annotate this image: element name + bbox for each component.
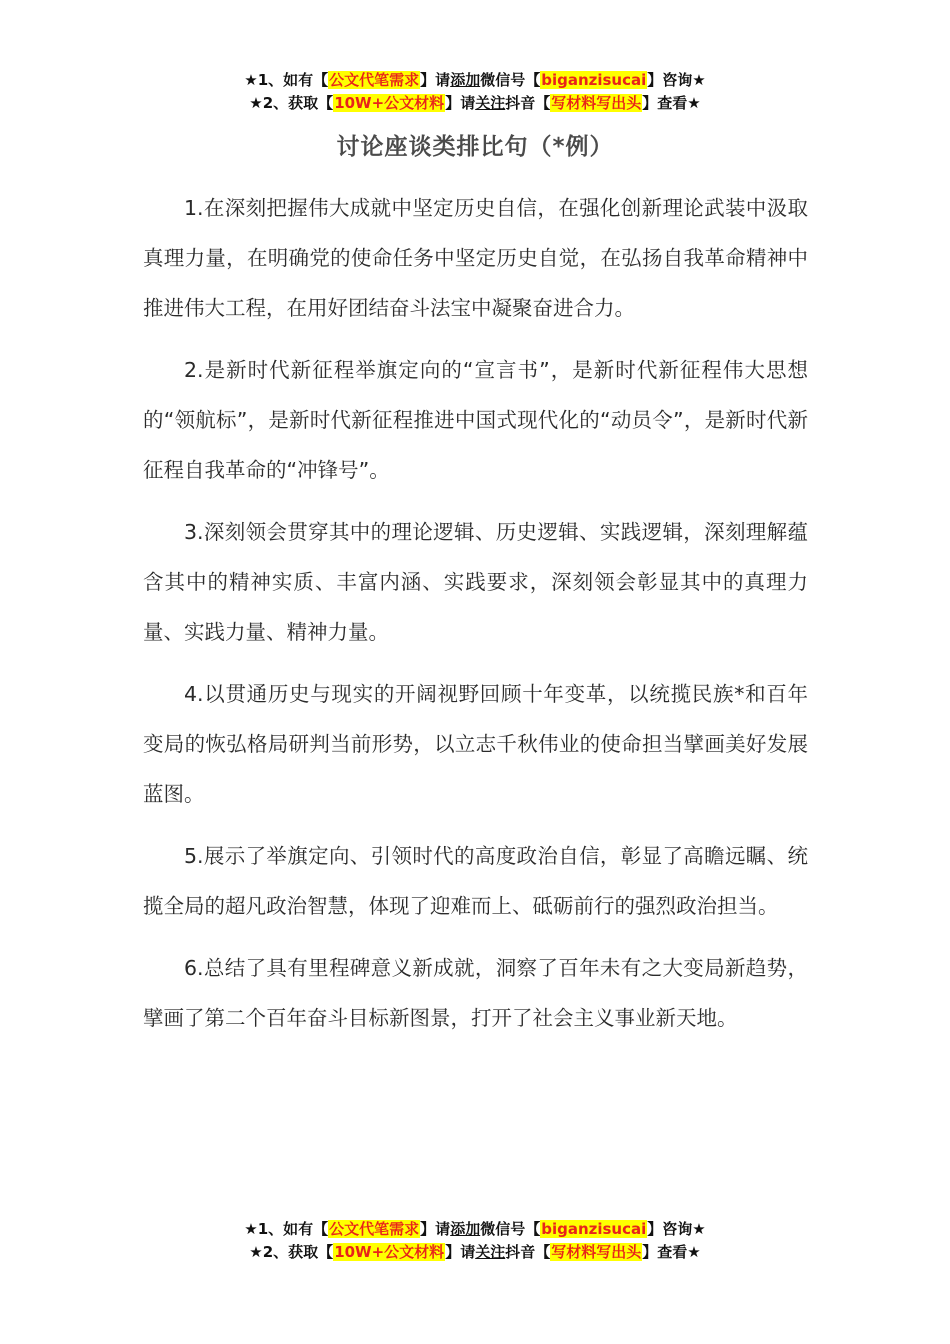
promo-line-2: ★2、获取【10W+公文材料】请关注抖音【写材料写出头】查看★	[249, 1243, 701, 1261]
promo-line-1: ★1、如有【公文代笔需求】请添加微信号【biganzisucai】咨询★	[244, 71, 706, 89]
paragraph: 2.是新时代新征程举旗定向的“宣言书”，是新时代新征程伟大思想的“领航标”，是新时代新征程推进中国式现代化的“动员令”，是新时代新征程自我革命的“冲锋号”。	[143, 358, 808, 482]
highlight-service: 公文代笔需求	[329, 1220, 420, 1238]
highlight-wechat-id: biganzisucai	[541, 1220, 647, 1238]
promo-line-1: ★1、如有【公文代笔需求】请添加微信号【biganzisucai】咨询★	[244, 1220, 706, 1238]
highlight-materials: 10W+公文材料	[334, 94, 445, 112]
paragraph: 5.展示了举旗定向、引领时代的高度政治自信，彰显了高瞻远瞩、统揽全局的超凡政治智慧，体现了迎难而上、砥砺前行的强烈政治担当。	[143, 844, 808, 918]
highlight-douyin-account: 写材料写出头	[551, 1243, 642, 1261]
promo-banner-bottom	[0, 1218, 950, 1264]
highlight-materials: 10W+公文材料	[334, 1243, 445, 1261]
promo-line-2: ★2、获取【10W+公文材料】请关注抖音【写材料写出头】查看★	[249, 94, 701, 112]
document-body	[143, 183, 808, 1055]
highlight-wechat-id: biganzisucai	[541, 71, 647, 89]
paragraph: 3.深刻领会贯穿其中的理论逻辑、历史逻辑、实践逻辑，深刻理解蕴含其中的精神实质、丰富内涵、实践要求，深刻领会彰显其中的真理力量、实践力量、精神力量。	[143, 520, 808, 644]
paragraph: 6.总结了具有里程碑意义新成就，洞察了百年未有之大变局新趋势，擘画了第二个百年奋斗目标新图景，打开了社会主义事业新天地。	[143, 956, 808, 1030]
highlight-service: 公文代笔需求	[329, 71, 420, 89]
paragraph: 1.在深刻把握伟大成就中坚定历史自信，在强化创新理论武装中汲取真理力量，在明确党的使命任务中坚定历史自觉，在弘扬自我革命精神中推进伟大工程，在用好团结奋斗法宝中凝聚奋进合力。	[143, 196, 808, 320]
highlight-douyin-account: 写材料写出头	[551, 94, 642, 112]
promo-banner-top	[0, 69, 950, 115]
paragraph: 4.以贯通历史与现实的开阔视野回顾十年变革，以统揽民族*和百年变局的恢弘格局研判当前形势，以立志千秋伟业的使命担当擘画美好发展蓝图。	[143, 682, 808, 806]
document-title: 讨论座谈类排比句（*例）	[336, 134, 614, 160]
